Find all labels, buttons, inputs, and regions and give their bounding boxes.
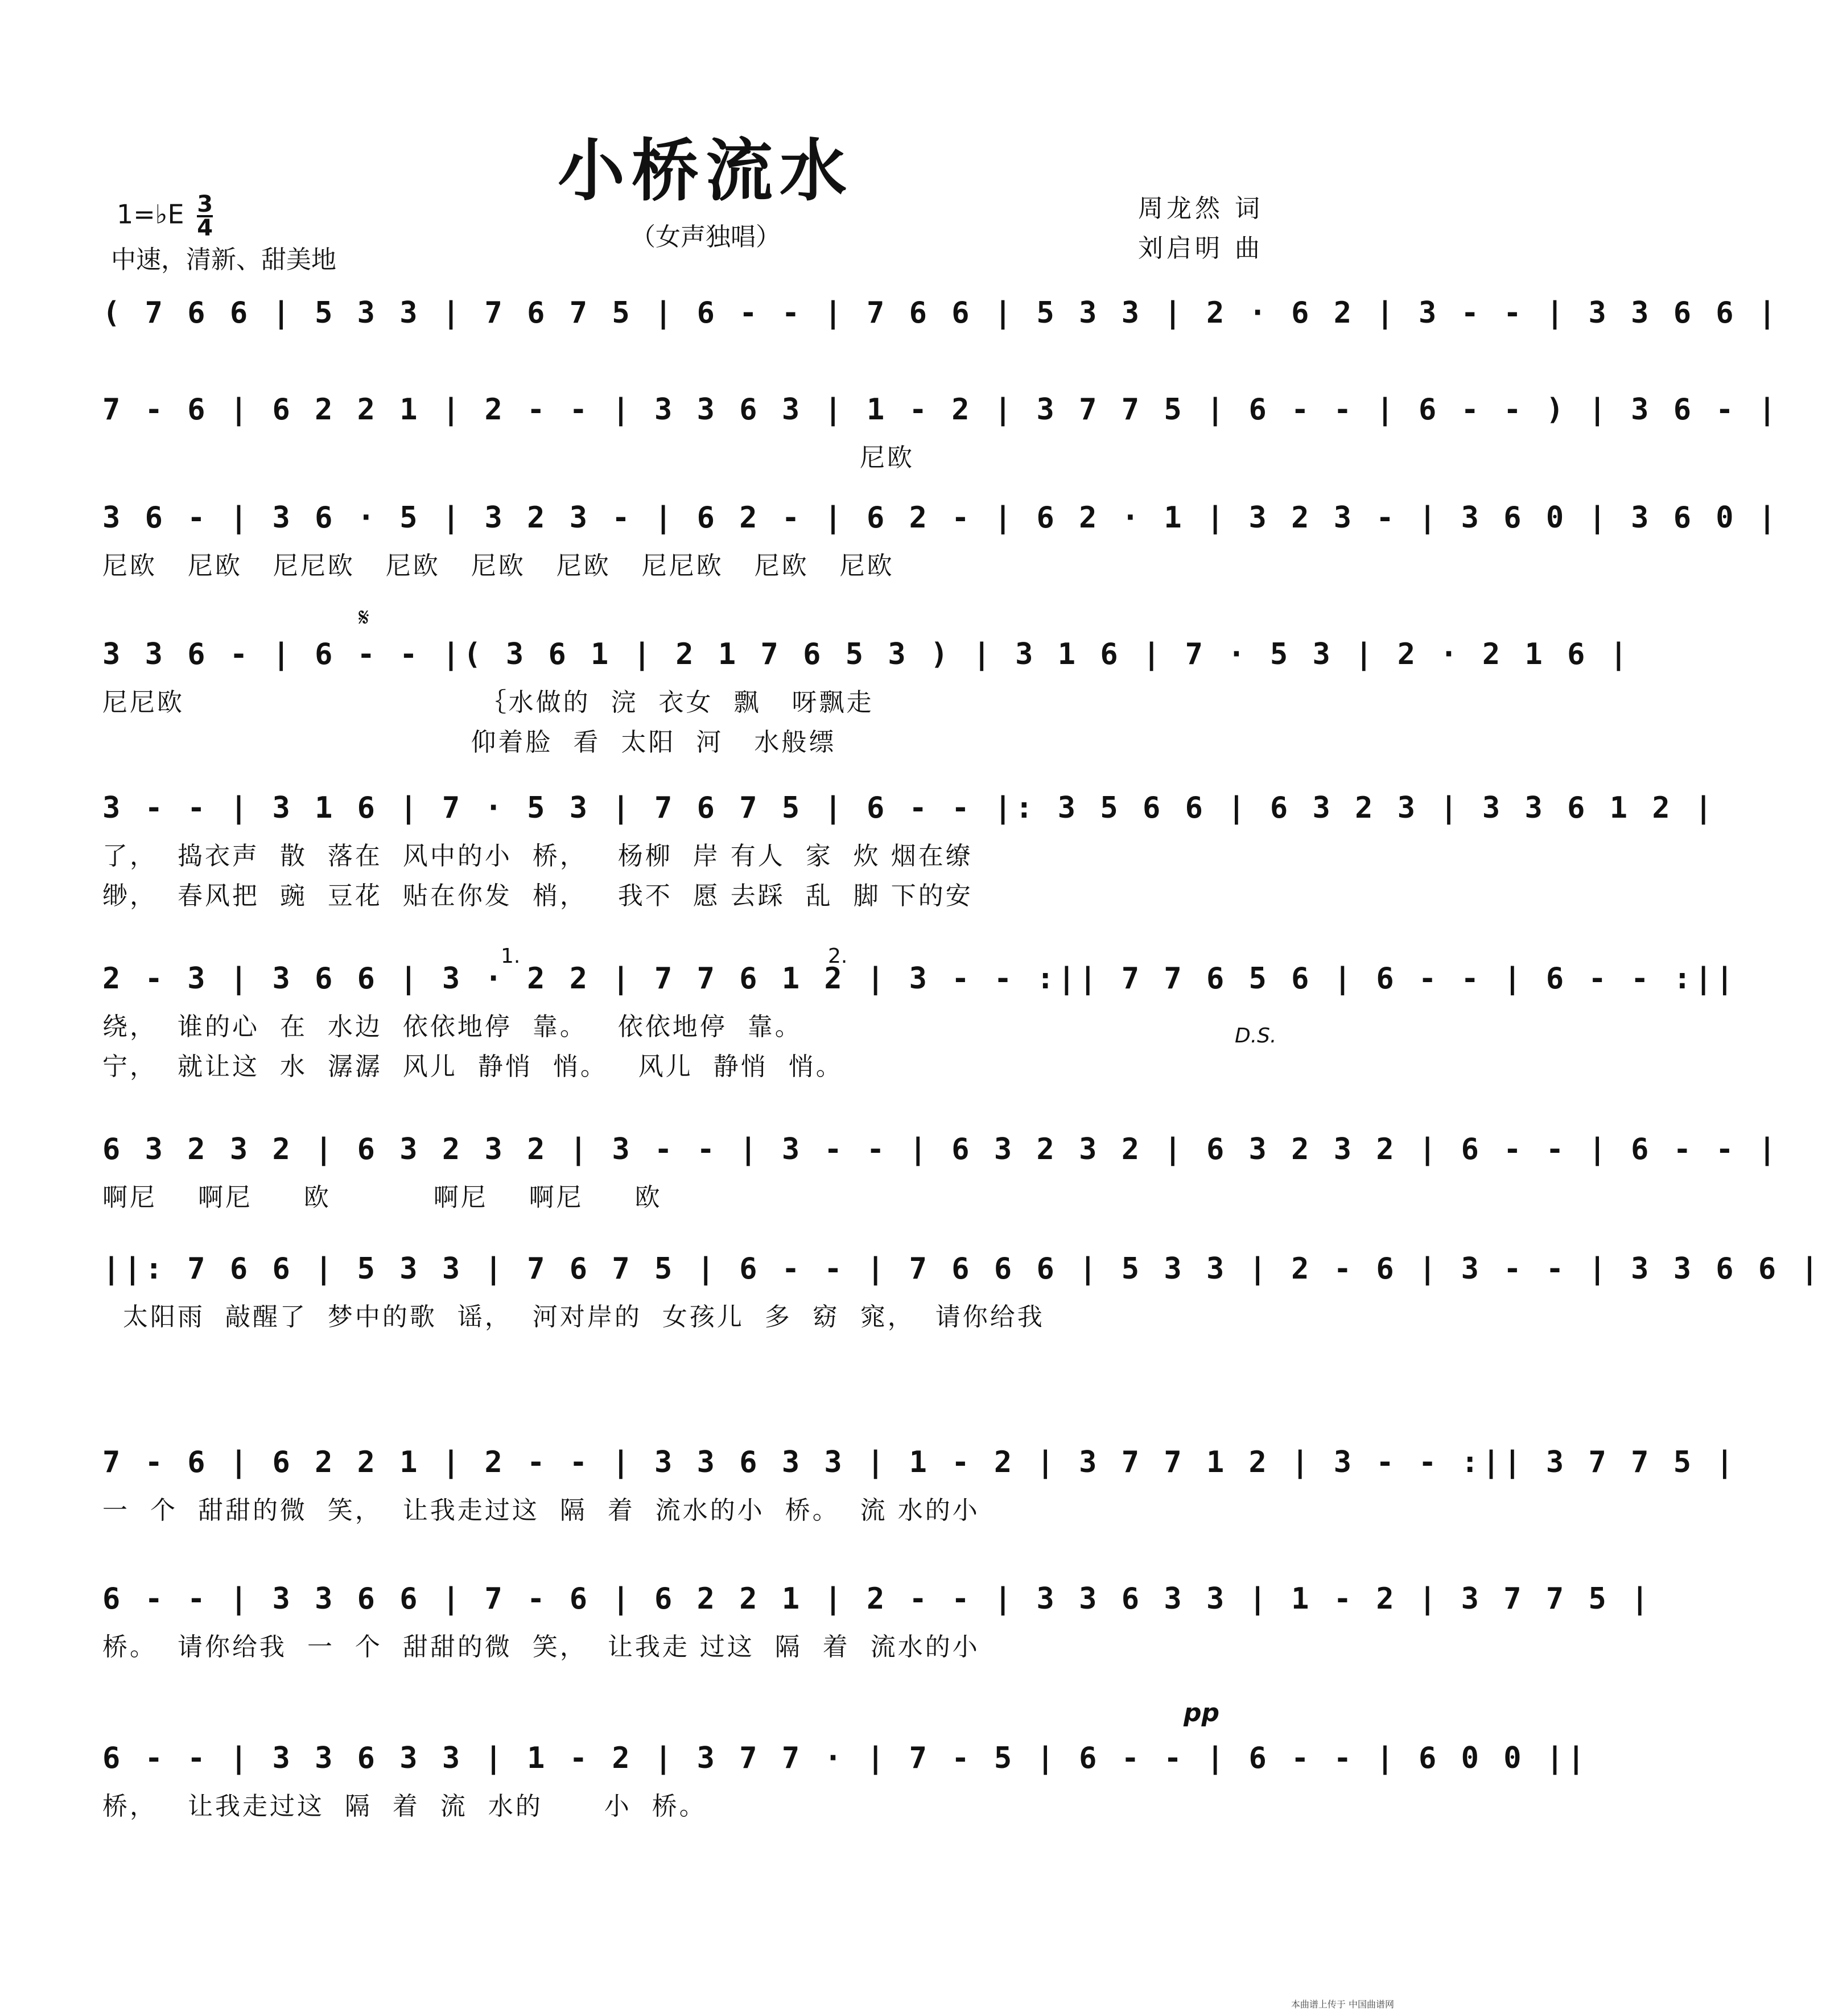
lyric-line: 尼欧 尼欧 尼尼欧 尼欧 尼欧 尼欧 尼尼欧 尼欧 尼欧 (102, 551, 894, 580)
notation-line: 3 - - | 3 1 6 | 7 · 5 3 | 7 6 7 5 | 6 - - |: 3 5 6 6 | 6 3 2 3 | 3 3 6 1 2 | (102, 791, 1716, 825)
score-system (102, 1582, 1652, 1666)
lyric-line: 尼欧 (102, 443, 914, 472)
notation-line: 6 - - | 3 3 6 6 | 7 - 6 | 6 2 2 1 | 2 - - | 3 3 6 3 3 | 1 - 2 | 3 7 7 5 | (102, 1582, 1652, 1616)
lyricist-credit: 周龙然 词 (1138, 194, 1263, 223)
notation-line: 7 - 6 | 6 2 2 1 | 2 - - | 3 3 6 3 | 1 - 2 | 3 7 7 5 | 6 - - | 6 - - ) | 3 6 - | (102, 393, 1780, 427)
score-system (102, 1252, 1822, 1336)
lyric-line: 啊尼 啊尼 欧 啊尼 啊尼 欧 (102, 1183, 662, 1212)
score-system (102, 637, 1631, 758)
tempo-marking: 中速，清新、甜美地 (111, 245, 336, 274)
volta-1-label: 1. (501, 945, 521, 968)
notation-line: 3 3 6 - | 6 - - |( 3 6 1 | 2 1 7 6 5 3 ) | 3 1 6 | 7 · 5 3 | 2 · 2 1 6 | (102, 637, 1631, 671)
lyric-line: 了， 捣衣声 散 落在 风中的小 桥， 杨柳 岸 有人 家 炊 烟在缭 (102, 842, 973, 871)
lyric-line: 太阳雨 敲醒了 梦中的歌 谣， 河对岸的 女孩儿 多 窈 窕， 请你给我 (102, 1302, 1045, 1331)
lyric-line: 一 个 甜甜的微 笑， 让我走过这 隔 着 流水的小 桥。 流 水的小 (102, 1496, 980, 1525)
score-system (102, 1741, 1589, 1825)
lyric-line: 缈， 春风把 豌 豆花 贴在你发 梢， 我不 愿 去踩 乱 脚 下的安 (102, 881, 973, 910)
notation-line: 7 - 6 | 6 2 2 1 | 2 - - | 3 3 6 3 3 | 1 - 2 | 3 7 7 1 2 | 3 - - :|| 3 7 7 5 | (102, 1445, 1737, 1479)
score-system (102, 393, 1780, 477)
score-system (102, 501, 1780, 585)
notation-line: 2 - 3 | 3 6 6 | 3 · 2 2 | 7 7 6 1 2 | 3 - - :|| 7 7 6 5 6 | 6 - - | 6 - - :|| (102, 962, 1737, 996)
score-title: 小桥流水 (557, 131, 854, 210)
segno-mark: 𝄋 (358, 603, 369, 632)
score-system (102, 962, 1737, 1082)
score-subtitle: （女声独唱） (630, 222, 781, 252)
notation-line: ( 7 6 6 | 5 3 3 | 7 6 7 5 | 6 - - | 7 6 6 | 5 3 3 | 2 · 6 2 | 3 - - | 3 3 6 6 | (102, 296, 1780, 330)
notation-line: 3 6 - | 3 6 · 5 | 3 2 3 - | 6 2 - | 6 2 - | 6 2 · 1 | 3 2 3 - | 3 6 0 | 3 6 0 | (102, 501, 1780, 535)
lyric-line: 尼尼欧 ｛水做的 浣 衣女 飘 呀飘走 (102, 688, 874, 717)
lyric-line: 桥， 让我走过这 隔 着 流 水的 小 桥。 (102, 1792, 707, 1821)
score-system (102, 791, 1716, 912)
score-system (102, 1132, 1780, 1217)
lyric-line: 绕， 谁的心 在 水边 依依地停 靠。 依依地停 靠。 (102, 1012, 802, 1041)
ds-mark: D.S. (1235, 1024, 1277, 1048)
time-numerator: 3 (197, 191, 213, 217)
notation-line: 6 - - | 3 3 6 3 3 | 1 - 2 | 3 7 7 · | 7 - 5 | 6 - - | 6 - - | 6 0 0 || (102, 1741, 1589, 1775)
lyric-line: 仰着脸 看 太阳 河 水般缥 (102, 728, 836, 757)
time-denominator: 4 (197, 215, 213, 241)
composer-credit: 刘启明 曲 (1138, 234, 1263, 263)
pp-mark: pp (1184, 1698, 1219, 1728)
score-system (102, 296, 1780, 340)
volta-2-label: 2. (828, 945, 848, 968)
key-text: 1=♭E (117, 199, 184, 230)
notation-line: 6 3 2 3 2 | 6 3 2 3 2 | 3 - - | 3 - - | 6 3 2 3 2 | 6 3 2 3 2 | 6 - - | 6 - - | (102, 1132, 1780, 1166)
time-signature (197, 193, 213, 239)
lyric-line: 桥。 请你给我 一 个 甜甜的微 笑， 让我走 过这 隔 着 流水的小 (102, 1632, 980, 1662)
lyric-line: 宁， 就让这 水 潺潺 风儿 静悄 悄。 风儿 静悄 悄。 (102, 1052, 843, 1081)
key-signature (117, 193, 213, 239)
score-system (102, 1445, 1737, 1529)
notation-line: ||: 7 6 6 | 5 3 3 | 7 6 7 5 | 6 - - | 7 6 6 6 | 5 3 3 | 2 - 6 | 3 - - | 3 3 6 6 | (102, 1252, 1822, 1286)
site-footer: 本曲谱上传于 中国曲谱网 (1291, 1999, 1394, 2010)
